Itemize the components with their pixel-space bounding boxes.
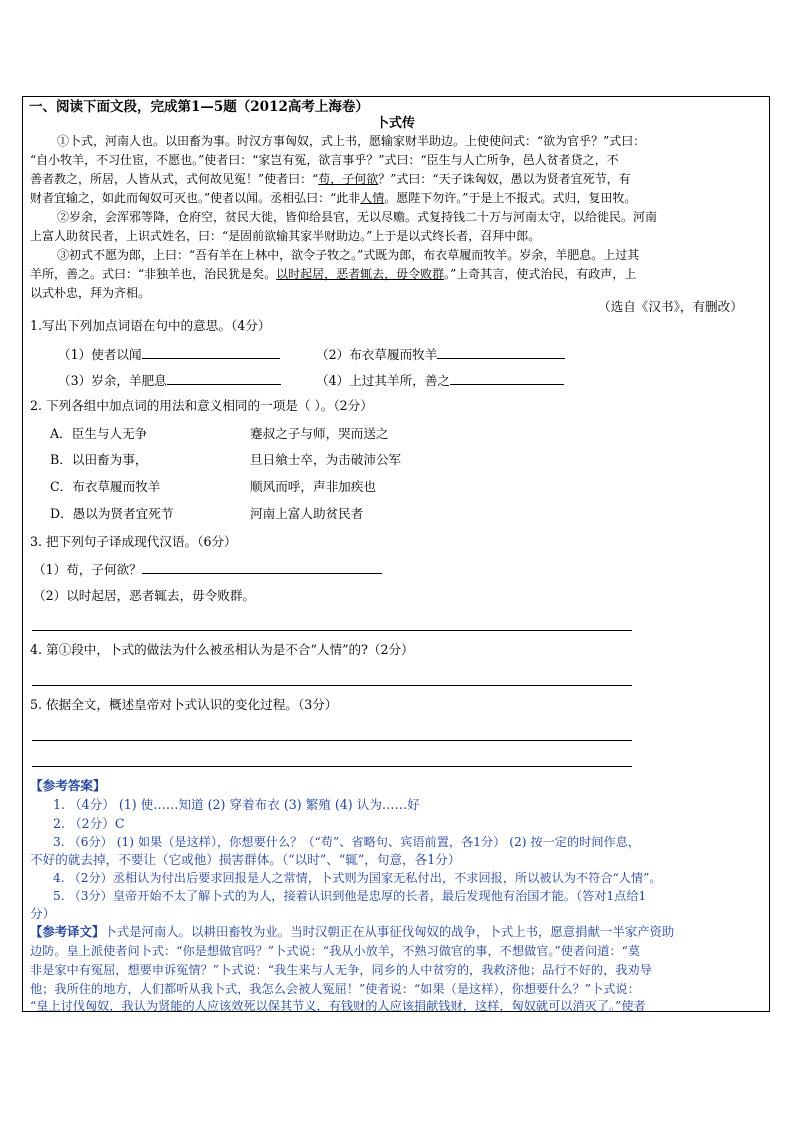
question-5: 5. 依据全文，概述皇帝对卜式认识的变化过程。（3分） [30, 697, 338, 712]
underlined-phrase: 人情 [360, 191, 385, 205]
passage-title: 卜式传 [376, 116, 416, 131]
translation-text: 卜式是河南人。以耕田畜牧为业。当时汉朝正在从事征伐匈奴的战争，卜式上书，愿意捐献一半家产资助 [104, 924, 675, 939]
q2-option-b-left: B．以田畜为事， [50, 452, 148, 467]
answer-4: 4. （2分）丞相认为付出后要求回报是人之常情，卜式则为国家无私付出，不求回报，所以被认为不符合“人情”。 [53, 871, 662, 885]
passage-line [30, 171, 631, 187]
q2-option-a-right: 蹇叔之子与师，哭而送之 [250, 426, 389, 441]
passage-line: ①卜式，河南人也。以田畜为事。时汉方事匈奴，式上书，愿输家财半助边。上使使问式：“欲为官乎？”式曰： [57, 134, 646, 148]
passage-text: ？”式曰：“天子诛匈奴，愚以为贤者宜死节，有 [378, 172, 631, 186]
answer-line [32, 630, 632, 631]
translation-line: “皇上讨伐匈奴，我认为贤能的人应该效死以保其节义，有钱财的人应该捐献钱财，这样，匈奴就可以消灭了。”使者 [30, 999, 646, 1013]
q1-item-2: （2）布衣草履而牧羊 [316, 346, 565, 363]
passage-text: 善者教之，所居，人皆从式，式何故见冤！”使者曰：“ [30, 172, 319, 186]
translation-line: 他；我所住的地方，人们都听从我卜式，我怎么会被人冤屈！”使者说：“如果（是这样），你想要什么？”卜式说： [30, 982, 640, 996]
q1-item-1: （1）使者以闻 [58, 346, 280, 363]
answer-5-line-2: 分） [30, 906, 56, 921]
translation-line [30, 924, 674, 940]
answers-header: 【参考答案】 [30, 778, 106, 793]
answer-line [32, 685, 632, 686]
q2-option-a-left: A．臣生与人无争 [50, 426, 148, 441]
passage-line: 以式朴忠，拜为齐相。 [30, 286, 151, 300]
question-3: 3. 把下列句子译成现代汉语。（6分） [30, 534, 237, 549]
answer-line [32, 766, 632, 767]
passage-source: （选自《汉书》，有删改） [598, 299, 743, 314]
answer-line [32, 740, 632, 741]
passage-line: 上富人助贫民者，上识式姓名，曰：“是固前欲输其家半财助边。”上于是以式终长者，召拜中郎。 [30, 229, 541, 243]
question-1: 1.写出下列加点词语在句中的意思。（4分） [30, 318, 271, 333]
passage-text: 财者宜输之，如此而匈奴可灭也。”使者以闻。丞相弘曰：“此非 [30, 191, 361, 205]
q1-item-3: （3）岁余，羊肥息 [58, 372, 281, 389]
question-2: 2. 下列各组中加点词的用法和意义相同的一项是（ ）。（2分） [30, 398, 373, 413]
q2-option-d-right: 河南上富人助贫民者 [250, 506, 364, 521]
passage-text: 。愿陛下勿许。”于是上不报式。式归，复田牧。 [384, 191, 637, 205]
passage-line: “自小牧羊，不习仕宦，不愿也。”使者曰：“家岂有冤，欲言事乎？”式曰：“臣生与人亡所争，邑人贫者贷之，不 [30, 153, 619, 167]
passage-line [30, 190, 636, 206]
q2-option-d-left: D．愚以为贤者宜死节 [50, 506, 174, 521]
passage-line: ③初式不愿为郎，上曰：“吾有羊在上林中，欲令子牧之。”式既为郎，布衣草履而牧羊。岁余，羊肥息。上过其 [57, 248, 640, 262]
answer-5-line-1: 5. （3分）皇帝开始不太了解卜式的为人，接着认识到他是忠厚的长者，最后发现他有治国才能。（答对1点给1 [53, 889, 647, 903]
q1-item-4: （4）上过其羊所，善之 [316, 372, 564, 389]
passage-text: 。”上奇其言，使式治民，有政声，上 [444, 267, 637, 281]
q2-option-c-right: 顺风而呼，声非加疾也 [250, 479, 376, 494]
translation-line: 边防。皇上派使者问卜式：“你是想做官吗？”卜式说：“我从小放羊，不熟习做官的事，不想做官。”使者问道：“莫 [30, 944, 641, 958]
translation-line: 非是家中有冤屈，想要申诉冤情？”卜式说：“我生来与人无争，同乡的人中贫穷的，我救济他；品行不好的，我劝导 [30, 963, 652, 977]
section-title: 一、阅读下面文段，完成第1—5题（2012高考上海卷） [29, 99, 369, 115]
q2-option-b-right: 旦日飨士卒，为击破沛公军 [250, 452, 402, 467]
passage-line [30, 266, 636, 282]
underlined-phrase: 以时起居，恶者辄去，毋令败群 [276, 267, 445, 281]
answer-2: 2. （2分）C [53, 816, 125, 831]
underlined-phrase: 苟，子何欲 [318, 172, 379, 186]
q2-option-c-left: C．布衣草履而牧羊 [50, 479, 161, 494]
answer-3-line-2: 不好的就去掉，不要让（它或他）损害群体。（“以时”、“辄”，句意，各1分） [30, 852, 461, 867]
q3-item-2: （2）以时起居，恶者辄去，毋令败群。 [33, 588, 256, 603]
passage-line: ②岁余，会浑邪等降，仓府空，贫民大徙，皆仰给县官，无以尽赡。式复持钱二十万与河南太守，以给徙民。河南 [57, 210, 658, 224]
answer-3-line-1: 3. （6分） (1) 如果（是这样），你想要什么？（“苟”、省略句、宾语前置，各1分） (2) 按一定的时间作息， [53, 835, 641, 849]
answer-1: 1. （4分） (1) 使……知道 (2) 穿着布衣 (3) 繁殖 (4) 认为……好 [53, 797, 420, 812]
passage-text: 羊所，善之。式曰：“非独羊也，治民犹是矣。 [30, 267, 277, 281]
q3-item-1: （1）苟，子何欲？ [33, 561, 382, 578]
question-4: 4. 第①段中，卜式的做法为什么被丞相认为是不合“人情”的?（2分） [30, 642, 414, 657]
translation-header: 【参考译文】 [30, 924, 105, 939]
